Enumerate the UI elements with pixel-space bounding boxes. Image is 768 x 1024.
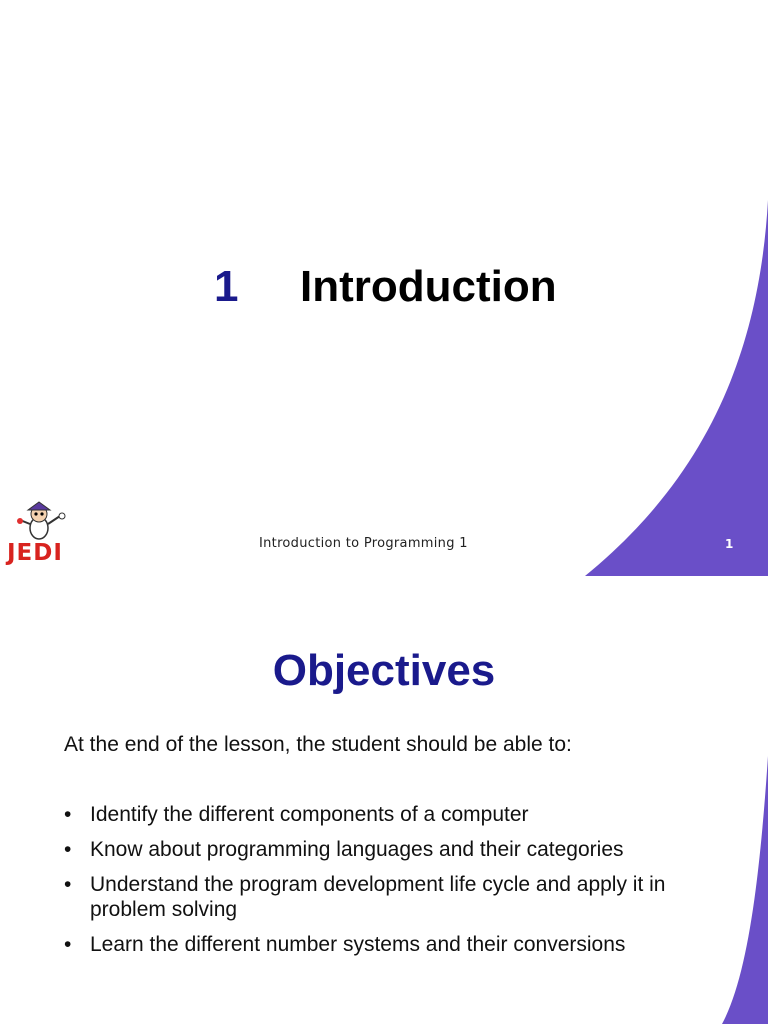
list-item	[64, 932, 714, 957]
list-item-text: Understand the program development life cycle and apply it in problem solving	[90, 873, 666, 921]
mascot-icon	[16, 500, 74, 540]
list-item-text: Learn the different number systems and their conversions	[90, 933, 626, 956]
list-item	[64, 837, 714, 862]
list-item-text: Know about programming languages and their categories	[90, 838, 624, 861]
bullet-icon: •	[64, 838, 72, 861]
page-number: 1	[725, 537, 734, 551]
slide-heading: Objectives	[272, 646, 496, 695]
chapter-number: 1	[214, 262, 239, 311]
title-row	[0, 262, 768, 322]
bullet-icon: •	[64, 933, 72, 956]
intro-text: At the end of the lesson, the student should be able to:	[64, 733, 572, 756]
bullet-icon: •	[64, 873, 72, 896]
objectives-list	[64, 802, 714, 967]
objectives-slide	[0, 576, 768, 1024]
slide-title: Introduction	[300, 262, 557, 311]
footer-text: Introduction to Programming 1	[259, 536, 468, 551]
bullet-icon: •	[64, 803, 72, 826]
logo-text: JEDI	[7, 540, 63, 566]
jedi-logo	[4, 500, 78, 572]
list-item-text: Identify the different components of a computer	[90, 803, 529, 826]
list-item	[64, 802, 714, 827]
list-item	[64, 872, 714, 922]
